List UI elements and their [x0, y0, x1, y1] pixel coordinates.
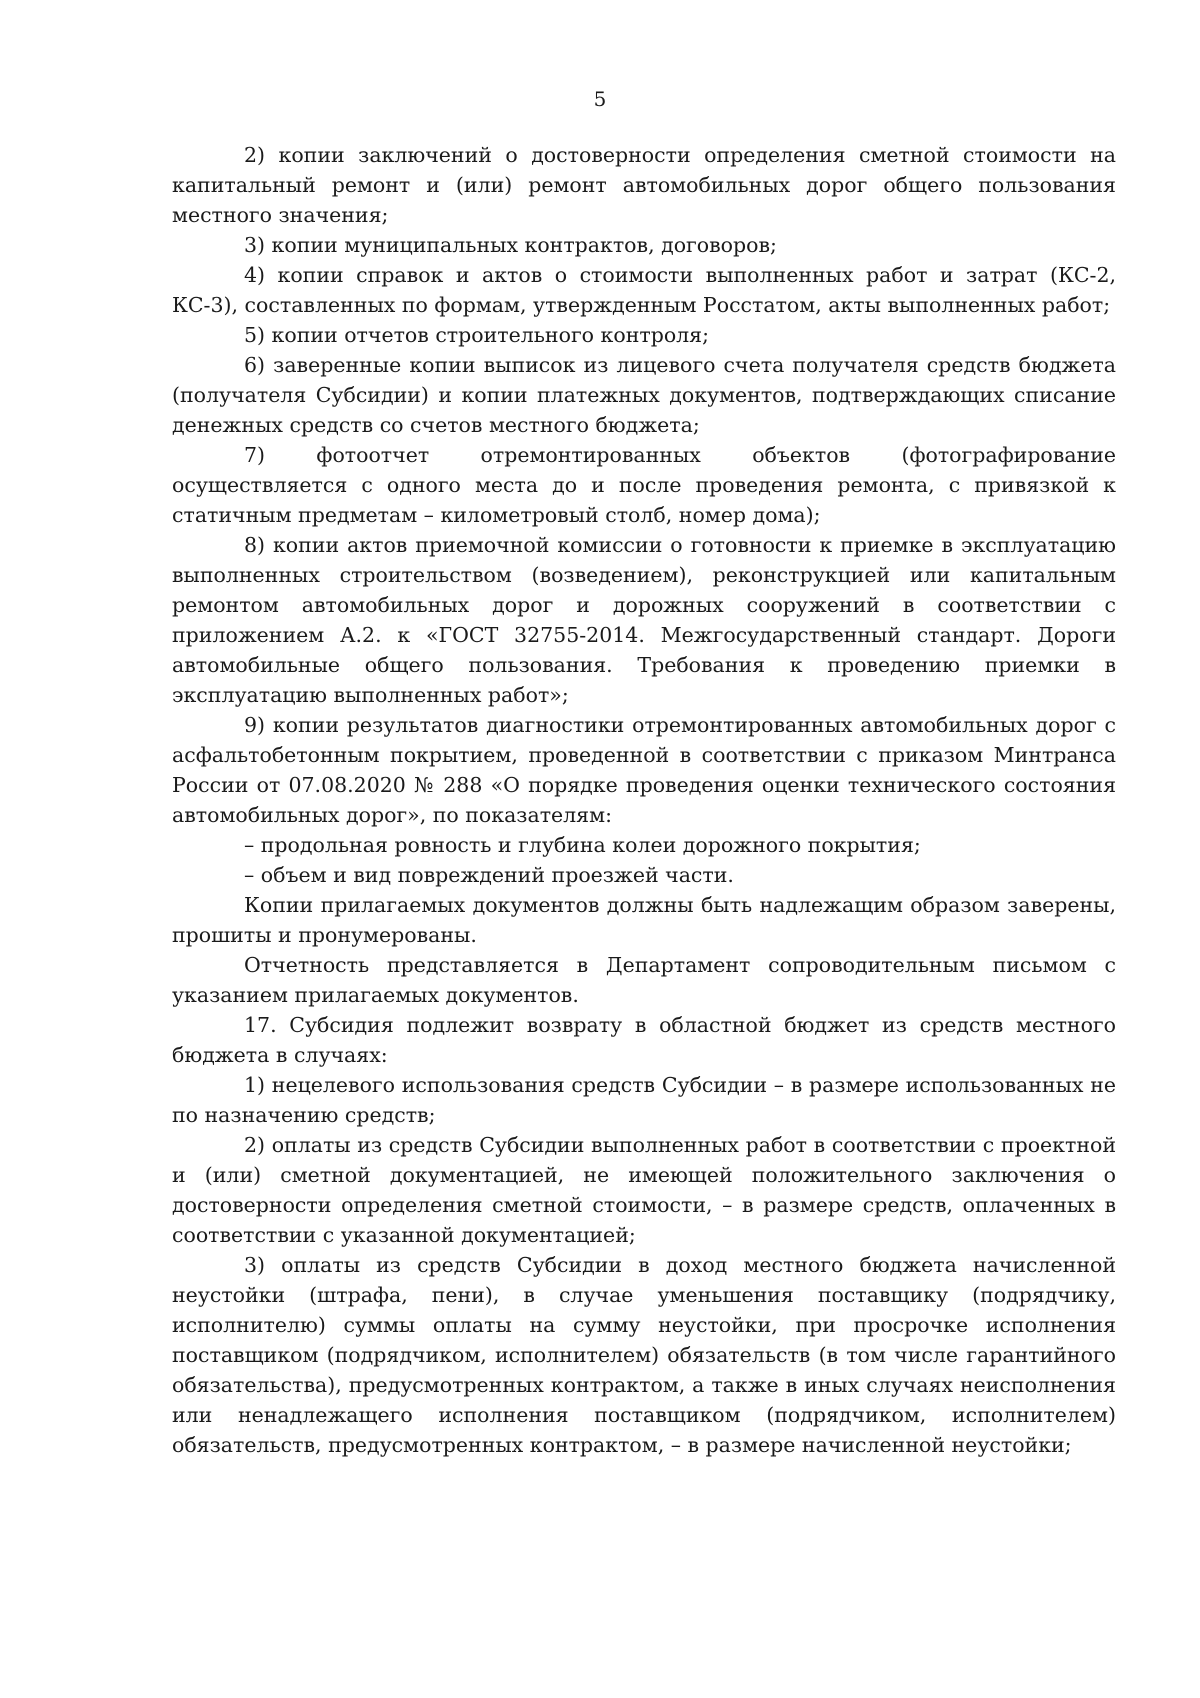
paragraph: 4) копии справок и актов о стоимости выполненных работ и затрат (КС-2, КС-3), составленных по формам, утвержденным Росстатом, акты выполненных работ; [172, 263, 1116, 317]
paragraph: 1) нецелевого использования средств Субсидии – в размере использованных не по назначению средств; [172, 1073, 1116, 1127]
paragraph: 17. Субсидия подлежит возврату в областной бюджет из средств местного бюджета в случаях: [172, 1013, 1116, 1067]
paragraph: 8) копии актов приемочной комиссии о готовности к приемке в эксплуатацию выполненных строительством (возведением), реконструкцией или капитальным ремонтом автомобильных дорог и дорожных сооружений в соответствии с приложением А.2. к «ГОСТ 32755-2014. Межгосударственный стандарт. Дороги автомобильные общего пользования. Требования к проведению приемки в эксплуатацию выполненных работ»; [172, 533, 1116, 707]
paragraph: – продольная ровность и глубина колеи дорожного покрытия; [244, 833, 921, 857]
paragraph: 6) заверенные копии выписок из лицевого счета получателя средств бюджета (получателя Субсидии) и копии платежных документов, подтверждающих списание денежных средств со счетов местного бюджета; [172, 353, 1116, 437]
paragraph: 7) фотоотчет отремонтированных объектов (фотографирование осуществляется с одного места до и после проведения ремонта, с привязкой к статичным предметам – километровый столб, номер дома); [172, 443, 1116, 527]
document-body [172, 140, 1116, 1460]
paragraph: Отчетность представляется в Департамент сопроводительным письмом с указанием прилагаемых документов. [172, 953, 1116, 1007]
paragraph: Копии прилагаемых документов должны быть надлежащим образом заверены, прошиты и пронумерованы. [172, 893, 1116, 947]
page-number: 5 [593, 87, 607, 111]
paragraph: – объем и вид повреждений проезжей части. [244, 863, 734, 887]
paragraph: 5) копии отчетов строительного контроля; [244, 323, 710, 347]
paragraph: 9) копии результатов диагностики отремонтированных автомобильных дорог с асфальтобетонным покрытием, проведенной в соответствии с приказом Минтранса России от 07.08.2020 № 288 «О порядке проведения оценки технического состояния автомобильных дорог», по показателям: [172, 713, 1116, 827]
paragraph: 2) оплаты из средств Субсидии выполненных работ в соответствии с проектной и (или) сметной документацией, не имеющей положительного заключения о достоверности определения сметной стоимости, – в размере средств, оплаченных в соответствии с указанной документацией; [172, 1133, 1116, 1247]
paragraph: 2) копии заключений о достоверности определения сметной стоимости на капитальный ремонт и (или) ремонт автомобильных дорог общего пользования местного значения; [172, 143, 1116, 227]
paragraph: 3) оплаты из средств Субсидии в доход местного бюджета начисленной неустойки (штрафа, пени), в случае уменьшения поставщику (подрядчику, исполнителю) суммы оплаты на сумму неустойки, при просрочке исполнения поставщиком (подрядчиком, исполнителем) обязательств (в том числе гарантийного обязательства), предусмотренных контрактом, а также в иных случаях неисполнения или ненадлежащего исполнения поставщиком (подрядчиком, исполнителем) обязательств, предусмотренных контрактом, – в размере начисленной неустойки; [172, 1253, 1116, 1457]
paragraph: 3) копии муниципальных контрактов, договоров; [244, 233, 777, 257]
